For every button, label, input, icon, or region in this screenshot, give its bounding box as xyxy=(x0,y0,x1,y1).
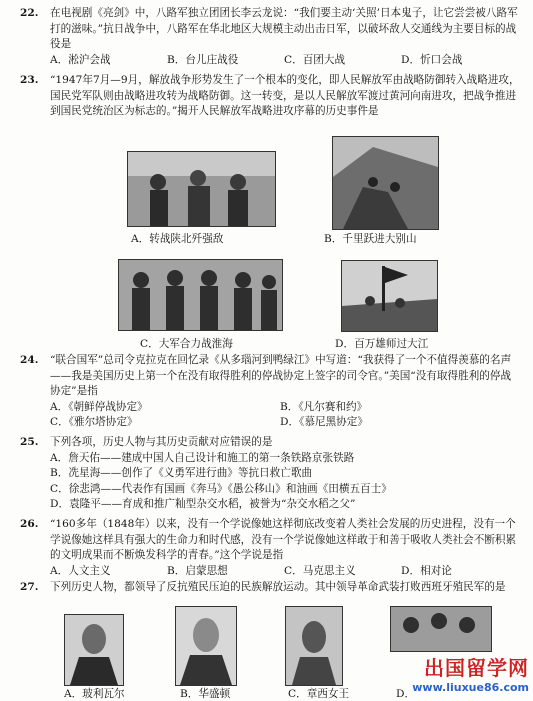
option-c: C．百团大战 xyxy=(284,53,346,66)
option-a: A．《朝鲜停战协定》 xyxy=(50,400,148,413)
option-d: D．《慕尼黑协定》 xyxy=(280,416,368,428)
option-d: D．袁隆平——育成和推广籼型杂交水稻，被誉为“杂交水稻之父” xyxy=(50,498,356,510)
caption-option-b: B．千里跃进大别山 xyxy=(324,233,417,245)
question-text: 下列历史人物，都领导了反抗殖民压迫的民族解放运动。其中领导革命武装打败西班牙殖民军的是 xyxy=(50,581,506,593)
option-b: B．冼星海——创作了《义勇军进行曲》等抗日救亡歌曲 xyxy=(50,467,313,479)
portrait-option-c xyxy=(285,606,343,686)
caption-option-c: C．章西女王 xyxy=(288,688,350,700)
question-text: “1947年7月—9月，解放战争形势发生了一个根本的变化，即人民解放军由战略防御转入战略进攻，国民党军队则由战略进攻转为战略防御。这一转变，是以人民解放军渡过黄河向南进攻，把战争推进到国民党统治区为标志的。”揭开人民解放军战略进攻序幕的历史事件是 xyxy=(50,74,520,117)
question-text: “联合国军”总司令克拉克在回忆录《从多瑙河到鸭绿江》中写道：“我获得了一个不值得羡慕的名声——我是美国历史上第一个在没有取得胜利的停战协定上签字的司令官。”美国“没有取得胜利的停战协定”是指 xyxy=(50,354,512,397)
watermark-url: www.liuxue86.com xyxy=(412,681,529,694)
caption-option-a: A．玻利瓦尔 xyxy=(64,688,125,700)
option-c: C．《雅尔塔协定》 xyxy=(50,416,138,428)
option-d: D．相对论 xyxy=(401,564,452,577)
question-23 xyxy=(20,73,520,120)
option-b: B．《凡尔赛和约》 xyxy=(280,400,368,413)
question-26 xyxy=(20,517,520,579)
question-number: 27. xyxy=(20,581,39,593)
question-number: 26. xyxy=(20,518,39,530)
question-text: “160多年（1848年）以来，没有一个学说像她这样彻底改变着人类社会发展的历史进程，没有一个学说像她这样具有强大的生命力和时代感，没有一个学说像她这样敢于和善于吸收人类社会不断积累的文明成果而不断焕发科学的青春。”这个学说是指 xyxy=(50,518,517,561)
watermark xyxy=(412,652,529,694)
option-a: A．淞沪会战 xyxy=(50,53,111,66)
options xyxy=(50,400,520,431)
question-text: 下列各项，历史人物与其历史贡献对应错误的是 xyxy=(50,436,273,448)
photo-option-c xyxy=(118,259,283,331)
option-a: A．詹天佑——建成中国人自己设计和施工的第一条铁路京张铁路 xyxy=(50,451,355,464)
caption-option-d: D． xyxy=(396,688,416,700)
caption-option-a: A．转战陕北歼强敌 xyxy=(131,233,224,245)
photo-option-d xyxy=(341,260,438,332)
option-c: C．马克思主义 xyxy=(284,564,356,577)
watermark-logo: 出国留学网 xyxy=(424,656,529,680)
photo-option-a xyxy=(127,151,276,227)
question-number: 23. xyxy=(20,74,39,86)
portrait-option-a xyxy=(64,614,124,686)
option-b: B．启蒙思想 xyxy=(167,564,228,577)
photo-option-b xyxy=(332,136,439,230)
question-27 xyxy=(20,580,520,596)
question-25 xyxy=(20,435,520,513)
photo-option-d xyxy=(390,606,492,652)
question-number: 25. xyxy=(20,436,39,448)
caption-option-d: D．百万雄师过大江 xyxy=(335,338,429,350)
question-24 xyxy=(20,353,520,431)
question-number: 22. xyxy=(20,7,39,19)
portrait-option-b xyxy=(175,606,237,686)
options xyxy=(50,564,520,580)
option-d: D．忻口会战 xyxy=(401,53,463,66)
option-a: A．人文主义 xyxy=(50,564,111,577)
option-c: C．徐悲鸿——代表作有国画《奔马》《愚公移山》和油画《田横五百士》 xyxy=(50,482,392,495)
question-text: 在电视剧《亮剑》中，八路军独立团团长李云龙说：“我们要主动‘关照’日本鬼子，让它尝尝被八路军打的滋味。”抗日战争中，八路军在华北地区大规模主动出击日军，以破坏敌人交通线为主要目标的战役是 xyxy=(50,7,518,50)
options xyxy=(50,53,520,69)
option-b: B．台儿庄战役 xyxy=(167,53,239,66)
question-22 xyxy=(20,6,520,68)
caption-option-c: C．大军合力战淮海 xyxy=(140,338,233,350)
caption-option-b: B．华盛顿 xyxy=(180,688,231,700)
question-number: 24. xyxy=(20,354,39,366)
